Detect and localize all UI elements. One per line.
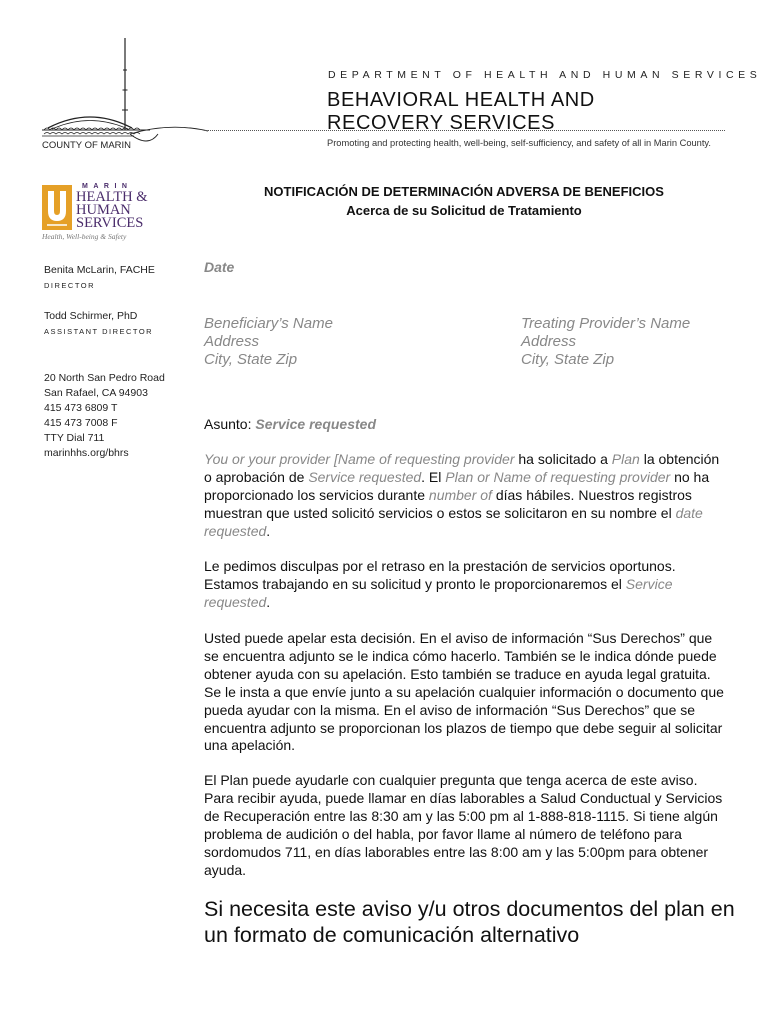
letter-subtitle: Acerca de su Solicitud de Tratamiento: [346, 203, 582, 218]
tty-number: TTY Dial 711: [44, 432, 105, 444]
service-placeholder: Service requested: [308, 468, 422, 485]
beneficiary-address: Address: [204, 333, 260, 350]
date-requested-placeholder: date requested: [204, 504, 703, 539]
paragraph-appeal: Usted puede apelar esta decisión. En el aviso de información “Sus Derechos” que se encuentra adjunto se le indica cómo hacerlo. También se le indica dónde puede obtener ayuda con su apelación. Esto también se traduce en ayuda legal gratuita. Se le insta a que envíe junto a su apelación cualquier información o documento que pueda ayudar con la misma. En el aviso de información “Sus Derechos” que se encuentra adjunto se proporcionan los plazos de tiempo que debe seguir al solicitar una apelación.: [204, 630, 724, 754]
text-span: .: [266, 522, 271, 539]
hhs-logo-marin: MARIN: [82, 183, 133, 190]
paragraph-apology: [204, 558, 727, 612]
marin-hhs-logo: [42, 183, 162, 245]
beneficiary-city: City, State Zip: [204, 351, 298, 368]
hhs-logo-word1: HEALTH &: [76, 189, 148, 205]
beneficiary-name: Beneficiary’s Name: [204, 315, 333, 332]
hhs-logo-word3: SERVICES: [76, 215, 144, 231]
text-span: ha solicitado a: [514, 451, 612, 467]
subject-line: [204, 416, 376, 432]
provider-city: City, State Zip: [521, 351, 615, 368]
text-span: . El: [421, 468, 446, 485]
text-span: la obtención o aprobación de: [204, 451, 720, 485]
assistant-director-title: ASSISTANT DIRECTOR: [44, 327, 154, 336]
text-span: .: [266, 593, 271, 610]
plan-placeholder: Plan: [611, 451, 640, 467]
provider-address: Address: [521, 333, 577, 350]
letter-title: NOTIFICACIÓN DE DETERMINACIÓN ADVERSA DE BENEFICIOS: [264, 184, 664, 199]
hhs-logo-word2: HUMAN: [76, 202, 131, 218]
requesting-provider-placeholder: You or your provider [Name of requesting provider: [204, 451, 515, 467]
plan-or-provider-placeholder: Plan or Name of requesting provider: [445, 468, 671, 485]
director-name: Benita McLarin, FACHE: [44, 264, 155, 276]
org-title-line1: BEHAVIORAL HEALTH AND: [327, 89, 595, 111]
text-span: no ha proporcionado los servicios durante: [204, 468, 710, 503]
director-title: DIRECTOR: [44, 281, 96, 290]
hhs-logo-mark-icon: [42, 185, 72, 230]
text-span: Le pedimos disculpas por el retraso en la prestación de servicios oportunos. Estamos trabajando en su solicitud y pronto le proporcionaremos el: [204, 558, 676, 592]
county-label: COUNTY OF MARIN: [42, 140, 132, 151]
fax-number: 415 473 7008 F: [44, 417, 118, 429]
paragraph-request: [204, 451, 727, 541]
date-field: Date: [204, 259, 235, 275]
provider-address-block: [521, 315, 690, 369]
phone-number: 415 473 6809 T: [44, 402, 118, 414]
tagline: Promoting and protecting health, well-being, self-sufficiency, and safety of all in Marin County.: [327, 138, 711, 148]
assistant-director-name: Todd Schirmer, PhD: [44, 310, 138, 322]
provider-name: Treating Provider’s Name: [521, 315, 691, 332]
subject-label: Asunto:: [204, 416, 252, 432]
website-link[interactable]: marinhhs.org/bhrs: [44, 447, 129, 459]
civic-center-icon: [30, 30, 210, 155]
text-span: días hábiles. Nuestros registros muestran que usted solicitó servicios o estos se solicitaron en su nombre el: [204, 486, 692, 521]
beneficiary-address-block: [204, 315, 333, 369]
address-street: 20 North San Pedro Road: [44, 372, 165, 384]
service-placeholder: Service requested: [204, 575, 673, 610]
address-city: San Rafael, CA 94903: [44, 387, 148, 399]
paragraph-help: El Plan puede ayudarle con cualquier pregunta que tenga acerca de este aviso. Para recibir ayuda, puede llamar en días laborables a Salud Conductual y Servicios de Recuperación entre las 8:30 am y las 5:00 pm al 1-888-818-1115. Si tiene algún problema de audición o del habla, por favor llame al número de teléfono para sordomudos 711, en días laborables entre las 8:00 am y las 5:00pm para obtener ayuda.: [204, 772, 723, 878]
county-of-marin-logo: [30, 30, 210, 155]
department-name: DEPARTMENT OF HEALTH AND HUMAN SERVICES: [328, 69, 762, 81]
subject-value: Service requested: [255, 416, 376, 432]
number-of-days-placeholder: number of: [428, 486, 492, 503]
hhs-logo-tagline: Health, Well-being & Safety: [42, 232, 127, 241]
alternative-format-heading: Si necesita este aviso y/u otros documentos del plan en un formato de comunicación alternativo: [204, 897, 735, 947]
org-title-line2: RECOVERY SERVICES: [327, 112, 556, 134]
